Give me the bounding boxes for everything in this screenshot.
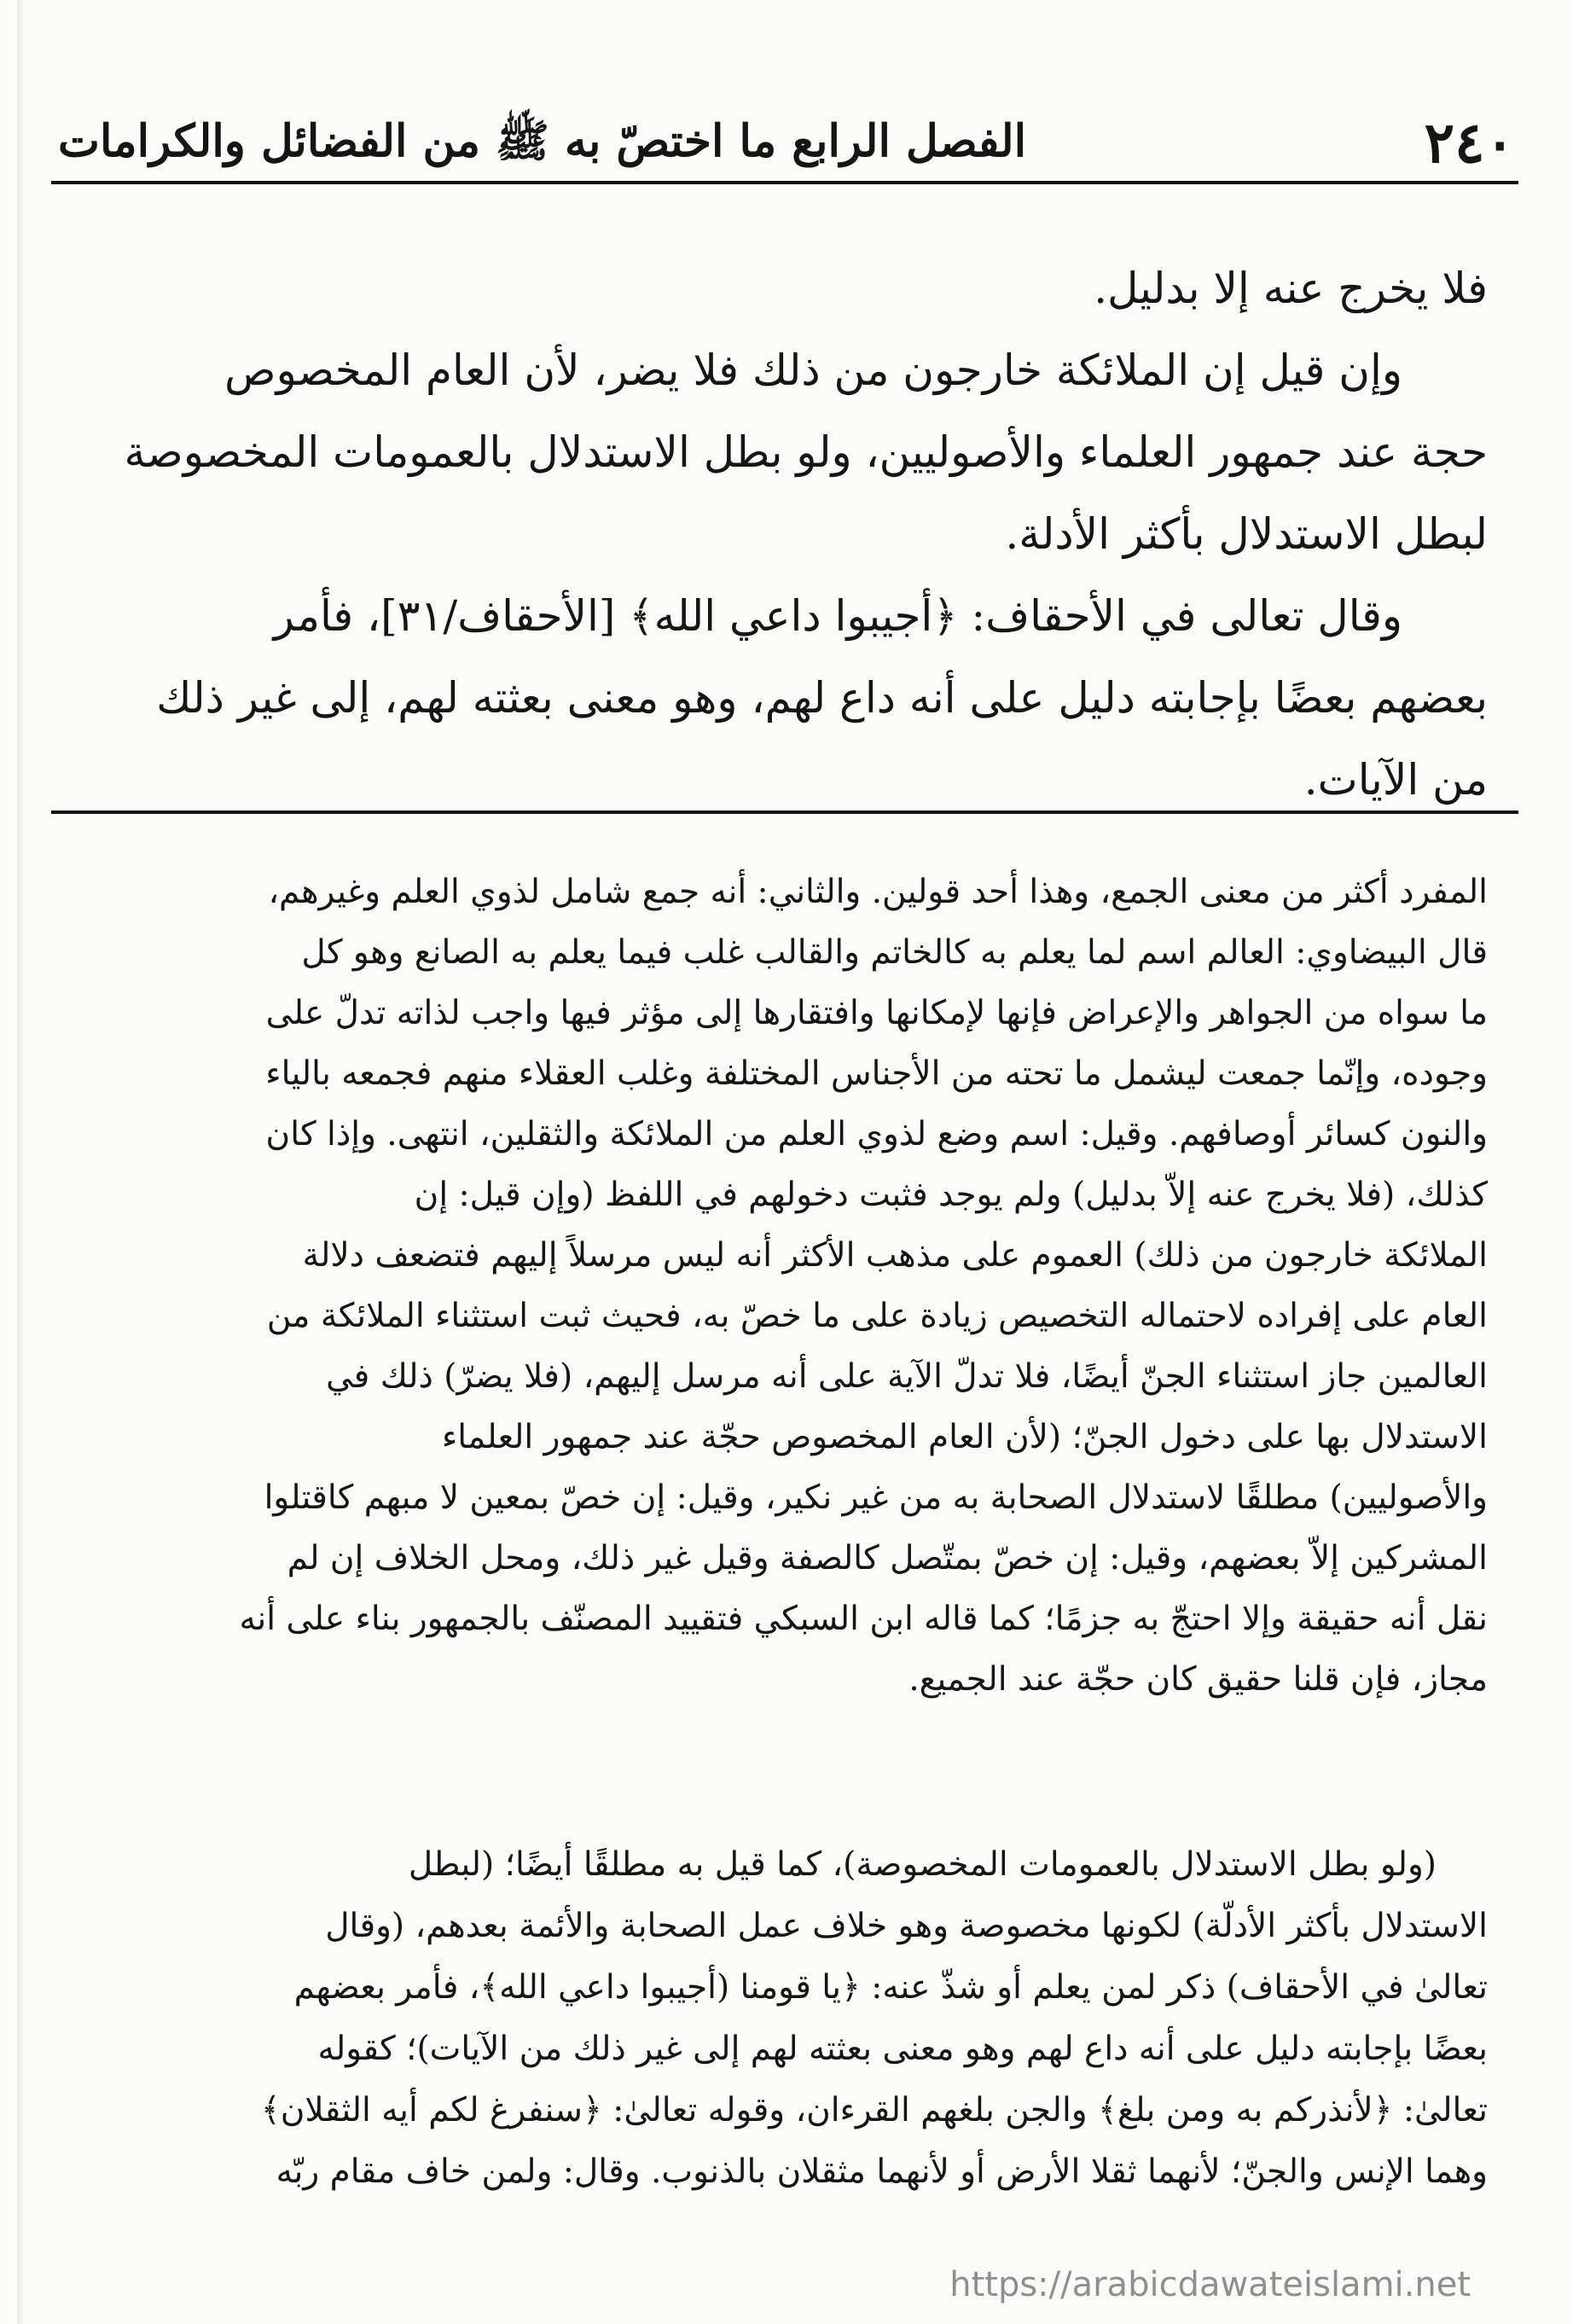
commentary-text [58,1834,1488,2203]
watermark-url: https://arabicdawateislami.net [949,2265,1471,2304]
footnote-line: العالمين جاز استثناء الجنّ أيضًا، فلا تدلّ الآية على أنه مرسل إليهم، (فلا يضرّ) ذلك في [326,1357,1488,1396]
chapter-title: الفصل الرابع ما اختصّ به ﷺ من الفضائل والكرامات [58,115,1027,167]
main-line: حجة عند جمهور العلماء والأصوليين، ولو بطل الاستدلال بالعمومات المخصوصة [124,427,1488,477]
main-text [58,247,1488,821]
footnote-line: كذلك، (فلا يخرج عنه إلاّ بدليل) ولم يوجد فثبت دخولهم في اللفظ (وإن قيل: إن [414,1176,1488,1214]
running-header [51,102,1522,179]
commentary-line: (ولو بطل الاستدلال بالعمومات المخصوصة)، كما قيل به مطلقًا أيضًا؛ (لبطل [408,1845,1437,1884]
commentary-line: تعالىٰ في الأحقاف) ذكر لمن يعلم أو شذّ عنه: ﴿يا قومنا (أجيبوا داعي الله﴾، فأمر بعضهم [293,1968,1488,2007]
main-line: وإن قيل إن الملائكة خارجون من ذلك فلا يضر، لأن العام المخصوص [224,346,1402,395]
main-line: بعضهم بعضًا بإجابته دليل على أنه داع لهم، وهو معنى بعثته لهم، إلى غير ذلك [156,673,1488,723]
commentary-line: الاستدلال بأكثر الأدلّة) لكونها مخصوصة وهو خلاف عمل الصحابة والأئمة بعدهم، (وقال [325,1907,1488,1945]
footnote-line: والنون كسائر أوصافهم. وقيل: اسم وضع لذوي العلم من الملائكة والثقلين، انتهى. وإذا كان [265,1115,1488,1153]
footnote-line: المشركين إلاّ بعضهم، وقيل: إن خصّ بمتّصل كالصفة وقيل غير ذلك، ومحل الخلاف إن لم [287,1539,1488,1577]
page-number: ٢٤٠ [1424,109,1515,176]
footnote-line: المفرد أكثر من معنى الجمع، وهذا أحد قولين. والثاني: أنه جمع شامل لذوي العلم وغيرهم، [268,873,1488,911]
footnote-line: قال البيضاوي: العالم اسم لما يعلم به كالخاتم والقالب غلب فيما يعلم به الصانع وهو كل [301,933,1488,972]
main-line: فلا يخرج عنه إلا بدليل. [1094,264,1488,313]
header-rule [51,181,1518,184]
main-line: وقال تعالى في الأحقاف: ﴿أجيبوا داعي الله﴾ [الأحقاف/٣١]، فأمر [273,591,1402,641]
footnote-line: الملائكة خارجون من ذلك) العموم على مذهب الأكثر أنه ليس مرسلاً إليهم فتضعف دلالة [302,1236,1488,1275]
footnote-line: العام على إفراده لاحتماله التخصيص زيادة على ما خصّ به، فحيث ثبت استثناء الملائكة من [266,1297,1488,1335]
main-line: من الآيات. [1303,755,1488,805]
commentary-line: وهما الإنس والجنّ؛ لأنهما ثقلا الأرض أو لأنهما مثقلان بالذنوب. وقال: ولمن خاف مقام ربّه [276,2153,1488,2191]
footnote-line: ما سواه من الجواهر والإعراض فإنها لإمكانها وافتقارها إلى مؤثر فيها واجب لذاته تدلّ على [265,994,1488,1032]
footnote-line: الاستدلال بها على دخول الجنّ؛ (لأن العام المخصوص حجّة عند جمهور العلماء [441,1418,1488,1456]
footnote-line: وجوده، وإنّما جمعت ليشمل ما تحته من الأجناس المختلفة وغلب العقلاء منهم فجمعه بالياء [265,1055,1488,1093]
footnote-line: والأصوليين) مطلقًا لاستدلال الصحابة به من غير نكير، وقيل: إن خصّ بمعين لا مبهم كاقتلوا [264,1479,1488,1517]
separator-rule [51,810,1518,814]
footnote-text [58,862,1488,1710]
footnote-line: نقل أنه حقيقة وإلا احتجّ به جزمًا؛ كما قاله ابن السبكي فتقييد المصنّف بالجمهور بناء على أنه [239,1600,1488,1638]
commentary-line: تعالىٰ: ﴿لأنذركم به ومن بلغ﴾ والجن بلغهم القرءان، وقوله تعالىٰ: ﴿سنفرغ لكم أيه الثقلان﴾ [260,2091,1488,2129]
commentary-line: بعضًا بإجابته دليل على أنه داع لهم وهو معنى بعثته لهم إلى غير ذلك من الآيات)؛ كقوله [317,2030,1488,2068]
main-line: لبطل الاستدلال بأكثر الأدلة. [1005,509,1488,559]
footnote-line: مجاز، فإن قلنا حقيق كان حجّة عند الجميع. [908,1660,1488,1699]
